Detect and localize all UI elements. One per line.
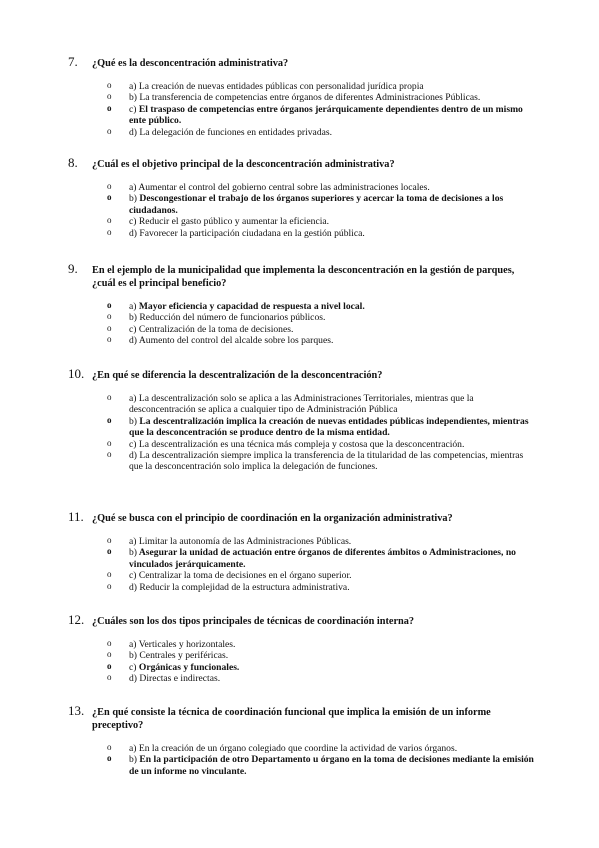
option-letter: d) xyxy=(129,126,137,138)
option-text: La descentralización implica la creación de nuevas entidades públicas independientes, mientras que la desconcentración se produce dentro de la misma entidad. xyxy=(129,415,529,439)
circle-bullet-icon: o xyxy=(107,80,112,90)
circle-bullet-icon: o xyxy=(107,672,112,683)
circle-bullet-icon: o xyxy=(107,322,112,333)
circle-bullet-icon: o xyxy=(107,535,112,545)
option-text: La transferencia de competencias entre órganos de diferentes Administraciones Públicas. xyxy=(139,92,481,104)
option-text: Aumento del control del alcalde sobre los parques. xyxy=(138,335,334,347)
option-text: Orgánicas y funcionales. xyxy=(138,661,240,673)
circle-bullet-icon: o xyxy=(107,742,112,752)
option-item xyxy=(107,449,539,473)
option-text: Limitar la autonomía de las Administraciones Públicas. xyxy=(138,536,352,547)
option-text: La descentralización siempre implica la transferencia de la titularidad de las competencias, mientras que la desconcentración solo implica la delegación de funciones. xyxy=(129,450,524,473)
circle-bullet-icon: o xyxy=(107,449,112,460)
question-number: 10. xyxy=(68,366,85,381)
option-item-correct xyxy=(107,414,539,439)
circle-bullet-icon: o xyxy=(107,649,112,660)
question-text: ¿Qué se busca con el principio de coordinación en la organización administrativa? xyxy=(92,513,453,524)
option-text: El traspaso de competencias entre órganos jerárquicamente dependientes dentro de un mismo ente público. xyxy=(129,103,523,127)
option-letter: c) xyxy=(129,216,137,228)
question-text: ¿En qué se diferencia la descentralización de la desconcentración? xyxy=(92,370,383,381)
circle-bullet-icon: o xyxy=(107,181,112,191)
options-list xyxy=(0,301,599,347)
option-letter: b) xyxy=(129,754,137,766)
option-item xyxy=(107,91,539,104)
question-number: 12. xyxy=(68,612,85,627)
question-text: ¿Qué es la desconcentración administrativa? xyxy=(92,58,289,69)
circle-bullet-icon: o xyxy=(107,192,112,203)
question-text: ¿Cuál es el objetivo principal de la desconcentración administrativa? xyxy=(92,159,395,170)
option-letter: a) xyxy=(129,743,137,754)
option-text: Directas e indirectas. xyxy=(139,673,221,685)
option-letter: c) xyxy=(129,323,137,335)
option-item xyxy=(107,649,539,662)
option-item xyxy=(107,569,539,582)
option-letter: a) xyxy=(129,393,137,404)
options-list xyxy=(0,393,599,473)
option-item xyxy=(107,638,539,650)
option-text: Centrales y periféricas. xyxy=(139,650,229,662)
options-list xyxy=(0,743,599,777)
option-item xyxy=(107,226,539,239)
question-block xyxy=(0,261,599,347)
circle-bullet-icon: o xyxy=(107,414,112,425)
circle-bullet-icon: o xyxy=(107,546,112,557)
option-item xyxy=(107,392,539,416)
circle-bullet-icon: o xyxy=(107,437,112,448)
option-item-correct xyxy=(107,546,539,570)
option-letter: a) xyxy=(129,182,137,193)
circle-bullet-icon: o xyxy=(107,660,112,671)
circle-bullet-icon: o xyxy=(107,334,112,345)
option-text: En la participación de otro Departamento u órgano en la toma de decisiones mediante la emisión de un informe no vinculante. xyxy=(129,754,534,777)
option-item xyxy=(107,742,539,754)
circle-bullet-icon: o xyxy=(107,638,112,648)
circle-bullet-icon: o xyxy=(107,102,112,113)
option-item xyxy=(107,437,539,450)
circle-bullet-icon: o xyxy=(107,580,112,591)
option-text: Reducir el gasto público y aumentar la eficiencia. xyxy=(138,216,330,228)
option-text: La delegación de funciones en entidades privadas. xyxy=(139,126,333,138)
question-block xyxy=(0,703,599,777)
options-list xyxy=(0,182,599,239)
option-item-correct xyxy=(107,753,539,777)
option-letter: c) xyxy=(129,570,137,582)
question-number: 13. xyxy=(68,703,85,718)
question-number: 8. xyxy=(68,155,78,170)
option-letter: b) xyxy=(129,312,137,324)
question-block xyxy=(0,509,599,593)
option-letter: d) xyxy=(129,450,137,462)
option-letter: d) xyxy=(129,673,137,685)
option-text: En la creación de un órgano colegiado que coordine la actividad de varios órganos. xyxy=(138,743,458,754)
option-letter: c) xyxy=(129,661,137,673)
option-letter: c) xyxy=(129,438,137,450)
option-item xyxy=(107,322,539,335)
option-item xyxy=(107,125,539,138)
option-letter: d) xyxy=(129,581,137,593)
circle-bullet-icon: o xyxy=(107,753,112,764)
option-item xyxy=(107,80,539,92)
option-text: Reducción del número de funcionarios públicos. xyxy=(139,312,326,324)
option-item xyxy=(107,311,539,324)
option-item-correct xyxy=(107,192,539,216)
question-block xyxy=(0,54,599,138)
option-letter: d) xyxy=(129,227,137,239)
option-text: Reducir la complejidad de la estructura administrativa. xyxy=(139,581,350,593)
option-text: Descongestionar el trabajo de los órganos superiores y acercar la toma de decisiones a los ciudadanos. xyxy=(129,193,504,216)
circle-bullet-icon: o xyxy=(107,215,112,226)
option-item xyxy=(107,672,539,685)
option-letter: b) xyxy=(129,547,137,559)
option-letter: a) xyxy=(129,301,137,312)
option-text: La descentralización solo se aplica a las Administraciones Territoriales, mientras que la desconcentración se aplica a cualquier tipo de Administración Pública xyxy=(129,393,474,416)
option-letter: a) xyxy=(129,81,137,92)
option-item-correct xyxy=(107,102,539,127)
circle-bullet-icon: o xyxy=(107,392,112,402)
option-text: Favorecer la participación ciudadana en la gestión pública. xyxy=(139,227,365,239)
question-number: 11. xyxy=(68,509,84,524)
question-block xyxy=(0,155,599,239)
option-item xyxy=(107,580,539,593)
question-block xyxy=(0,612,599,685)
option-text: Asegurar la unidad de actuación entre órganos de diferentes ámbitos o Administraciones, no vinculados jerárquicamente. xyxy=(129,547,516,570)
option-letter: a) xyxy=(129,536,137,547)
question-text: En el ejemplo de la municipalidad que implementa la desconcentración en la gestión de parques, ¿cuál es el principal beneficio? xyxy=(92,265,515,289)
question-number: 9. xyxy=(68,261,78,276)
option-item xyxy=(107,535,539,547)
option-text: Mayor eficiencia y capacidad de respuesta a nivel local. xyxy=(138,301,365,312)
option-text: Aumentar el control del gobierno central sobre las administraciones locales. xyxy=(138,182,430,193)
question-text: ¿En qué consiste la técnica de coordinación funcional que implica la emisión de un informe preceptivo? xyxy=(92,707,491,731)
circle-bullet-icon: o xyxy=(107,226,112,237)
question-block xyxy=(0,366,599,473)
option-item xyxy=(107,181,539,193)
circle-bullet-icon: o xyxy=(107,311,112,322)
option-item-correct xyxy=(107,660,539,673)
option-letter: b) xyxy=(129,415,137,427)
options-list xyxy=(0,639,599,685)
question-number: 7. xyxy=(68,54,78,69)
question-text: ¿Cuáles son los dos tipos principales de técnicas de coordinación interna? xyxy=(92,616,415,627)
circle-bullet-icon: o xyxy=(107,91,112,102)
option-text: Centralizar la toma de decisiones en el órgano superior. xyxy=(138,570,352,582)
options-list xyxy=(0,536,599,593)
option-text: Centralización de la toma de decisiones. xyxy=(138,323,294,335)
circle-bullet-icon: o xyxy=(107,125,112,136)
option-item-correct xyxy=(107,300,539,312)
option-letter: b) xyxy=(129,193,137,205)
option-text: La descentralización es una técnica más compleja y costosa que la desconcentración. xyxy=(138,438,465,450)
circle-bullet-icon: o xyxy=(107,300,112,310)
option-letter: d) xyxy=(129,335,137,347)
option-letter: a) xyxy=(129,639,137,650)
option-text: Verticales y horizontales. xyxy=(138,639,236,650)
option-letter: c) xyxy=(129,103,137,115)
option-letter: b) xyxy=(129,92,137,104)
option-letter: b) xyxy=(129,650,137,662)
option-item xyxy=(107,215,539,228)
circle-bullet-icon: o xyxy=(107,569,112,580)
option-item xyxy=(107,334,539,347)
option-text: La creación de nuevas entidades públicas con personalidad jurídica propia xyxy=(138,81,424,92)
options-list xyxy=(0,81,599,138)
